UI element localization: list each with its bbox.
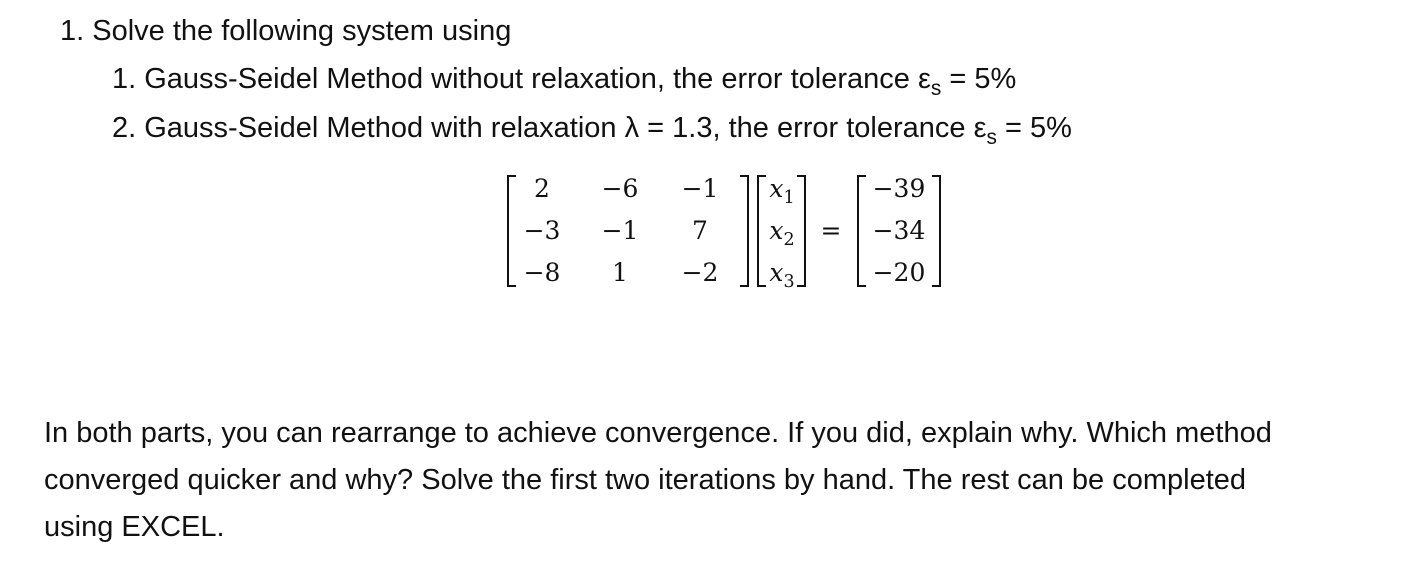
- variable-x3: [752, 258, 812, 297]
- variable-index: 3: [783, 272, 795, 292]
- item-with-relaxation: [112, 111, 1072, 148]
- rhs-cell: −34: [872, 216, 926, 245]
- matrix-cell: −1: [601, 216, 639, 245]
- paragraph-line: using EXCEL.: [44, 511, 225, 543]
- tolerance-value: = 5%: [941, 63, 1017, 95]
- paragraph-line: In both parts, you can rearrange to achieve convergence. If you did, explain why. Which method: [44, 417, 1272, 449]
- variable-index: 1: [783, 188, 795, 208]
- paragraph-line: converged quicker and why? Solve the first two iterations by hand. The rest can be completed: [44, 464, 1247, 496]
- equals-sign: =: [820, 216, 842, 245]
- matrix-cell: −3: [523, 216, 561, 245]
- matrix-cell: −6: [601, 174, 639, 203]
- matrix-cell: −1: [681, 174, 719, 203]
- rhs-cell: −39: [872, 174, 926, 203]
- matrix-cell: 1: [612, 258, 628, 287]
- item-text: 2. Gauss-Seidel Method with relaxation λ = 1.3, the error tolerance ε: [112, 112, 987, 144]
- rhs-cell: −20: [872, 258, 926, 287]
- matrix-cell: −2: [681, 258, 719, 287]
- question-title: 1. Solve the following system using: [60, 15, 512, 47]
- tolerance-value: = 5%: [996, 112, 1072, 144]
- variable-base: x: [769, 174, 784, 203]
- instructions-paragraph: [44, 410, 1394, 551]
- epsilon-subscript: s: [986, 125, 997, 149]
- matrix-cell: 2: [534, 174, 550, 203]
- epsilon-subscript: s: [930, 76, 942, 100]
- item-text: 1. Gauss-Seidel Method without relaxation, the error tolerance ε: [112, 63, 931, 95]
- variable-base: x: [769, 258, 784, 287]
- variable-index: 2: [783, 230, 795, 250]
- variable-base: x: [769, 216, 784, 245]
- matrix-cell: 7: [692, 216, 708, 245]
- item-without-relaxation: [112, 62, 1016, 99]
- matrix-equation: [504, 172, 954, 292]
- matrix-cell: −8: [523, 258, 561, 287]
- variable-x1: [752, 174, 812, 213]
